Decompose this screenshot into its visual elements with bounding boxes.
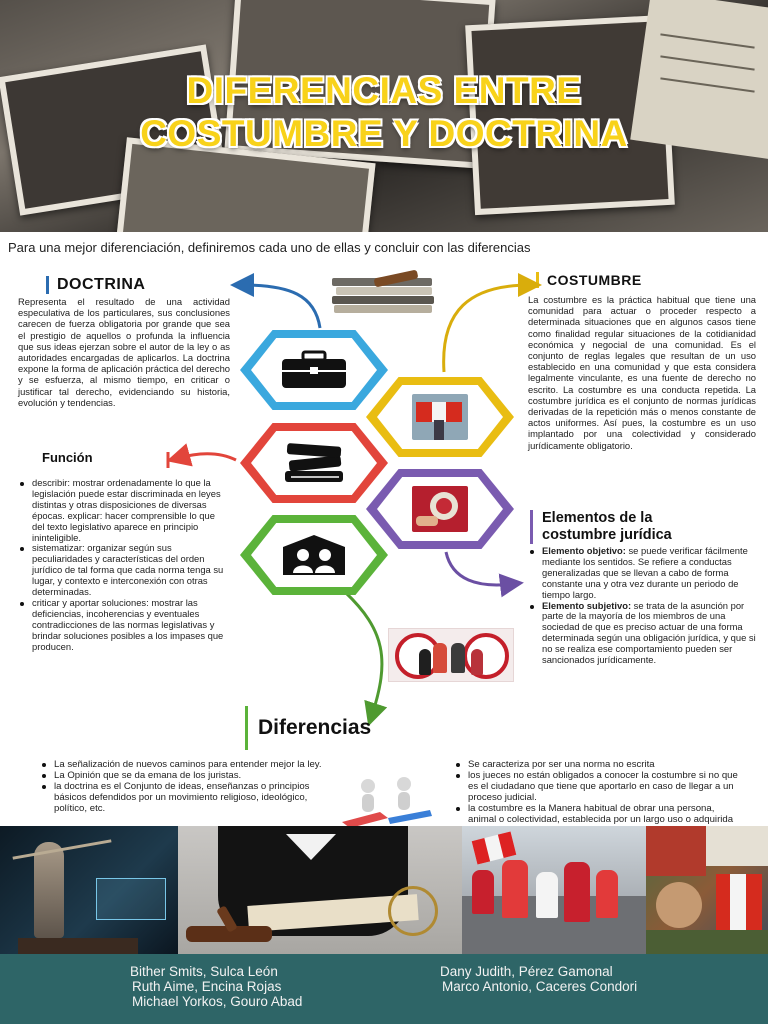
author-name: Marco Antonio, Caceres Condori xyxy=(442,979,638,994)
diferencias-bar xyxy=(245,706,248,750)
list-item: la costumbre es la Manera habitual de obrar una persona, animal o colectividad, establecida por un largo uso o adquirida xyxy=(454,803,744,836)
diferencias-heading: Diferencias xyxy=(258,716,372,739)
judge-gavel-photo xyxy=(178,826,462,954)
list-item: criticar y aportar soluciones: mostrar las deficiencias, incoherencias y eventuales contradicciones de las normas legislativas y brindar soluciones posibles a los impases que producen. xyxy=(18,598,230,653)
diferencias-doctrina-list xyxy=(40,759,324,814)
authors-footer xyxy=(0,954,768,1024)
funcion-heading: Función xyxy=(42,450,93,465)
arrow-diferencias xyxy=(345,592,382,715)
list-item: La Opinión que se da emana de los juristas. xyxy=(40,770,324,781)
arrow-doctrina xyxy=(242,285,320,328)
traditional-crafts-photo xyxy=(412,486,468,532)
arrow-elementos xyxy=(446,552,512,585)
author-name: Ruth Aime, Encina Rojas xyxy=(132,979,282,994)
gavel-books-image xyxy=(332,272,442,314)
culture-collage-photo xyxy=(646,826,768,954)
justice-statue-photo xyxy=(0,826,178,954)
costumbre-text: La costumbre es la práctica habitual que tiene una comunidad para actuar o proceder respecto a determinada situaciones que en algunos casos tiene como finalidad regular situaciones de la cotidianidad económica y negocial de una comunidad. Es el conjunto de reglas legales que resultan de un uso establecido en una comunidad y que esta considera legalmente vinculante, es una fuente de derecho no escrito. La costumbre es una conducta repetida. La costumbre jurídica es el conjunto de normas jurídicas derivadas de la repetición más o menos constante de actos uniformes. Así pues, la costumbre es un uso implantado por una colectividad y considerado jurídicamente obligatorio. xyxy=(528,294,756,451)
author-name: Michael Yorkos, Gouro Abad xyxy=(132,994,303,1009)
author-name: Bither Smits, Sulca León xyxy=(130,964,278,979)
doctrina-heading: DOCTRINA xyxy=(46,276,145,294)
cartoon-seal-image xyxy=(388,628,514,682)
list-item: los jueces no están obligados a conocer la costumbre si no que es el ciudadano que tiene que aportarlo en caso de llegar a un proceso judicial. xyxy=(454,770,744,803)
list-item: sistematizar: organizar según sus peculiaridades y características del orden jurídico de tal forma que cada norma tenga su lugar, y contexto e interconexión con otras determinadas. xyxy=(18,543,230,598)
page-title-line2: COSTUMBRE Y DOCTRINA xyxy=(140,113,628,154)
arrow-costumbre xyxy=(444,285,530,372)
page-title-line1: DIFERENCIAS ENTRE xyxy=(186,70,582,111)
arrow-funcion xyxy=(178,454,236,460)
list-item: Elemento objetivo: se puede verificar fácilmente mediante los sentidos. Se refiere a conductas generalizadas que se llevan a cabo de forma constante una y otra vez durante un periodo de tiempo largo. xyxy=(528,546,758,601)
list-item: describir: mostrar ordenadamente lo que la legislación puede estar discriminada en leyes distintas y otras disposiciones de diversas épocas. explicar: hacer comprensible lo que del texto legislativo aparece en principio ininteligible. xyxy=(18,478,230,543)
classroom-icon xyxy=(279,533,349,577)
author-name: Dany Judith, Pérez Gamonal xyxy=(440,964,613,979)
list-item: Se caracteriza por ser una norma no escrita xyxy=(454,759,744,770)
costumbre-heading: COSTUMBRE xyxy=(536,272,642,288)
briefcase-icon xyxy=(279,350,349,390)
doctrina-text: Representa el resultado de una actividad especulativa de los particulares, sus conclusiones carecen de fuerza obligatoria por grande que sea el prestigio de aquellos o profunda la influencia que sus ideas ejerzan sobre el autor de la ley o as autoridades encargadas de aplicarlos. La doctrina expone la forma de aplicación práctica del derecho y se esfuerza, al mismo tiempo, en criticar o justificar tal derecho, evidenciando su historia, evolución y tendencias. xyxy=(18,296,230,408)
comparison-people-icon xyxy=(340,776,434,828)
elementos-heading: Elementos de la costumbre jurídica xyxy=(530,510,672,544)
list-item: la doctrina es el Conjunto de ideas, enseñanzas o principios básicos defendidos por un movimiento religioso, ideológico, político, etc. xyxy=(40,781,324,814)
intro-text: Para una mejor diferenciación, definiremos cada uno de ellas y concluir con las diferencias xyxy=(8,240,531,255)
parade-photo xyxy=(462,826,646,954)
list-item: La señalización de nuevos caminos para entender mejor la ley. xyxy=(40,759,324,770)
diferencias-costumbre-list xyxy=(454,759,744,836)
list-item: Elemento subjetivo: se trata de la asunción por parte de la mayoría de los miembros de una sociedad de que es preciso actuar de una forma determinada según una obligación jurídica, y que si no se realiza ese comportamiento pueden ser sancionados jurídicamente. xyxy=(528,601,758,666)
books-icon xyxy=(279,441,349,485)
peru-flag-photo xyxy=(412,394,468,440)
